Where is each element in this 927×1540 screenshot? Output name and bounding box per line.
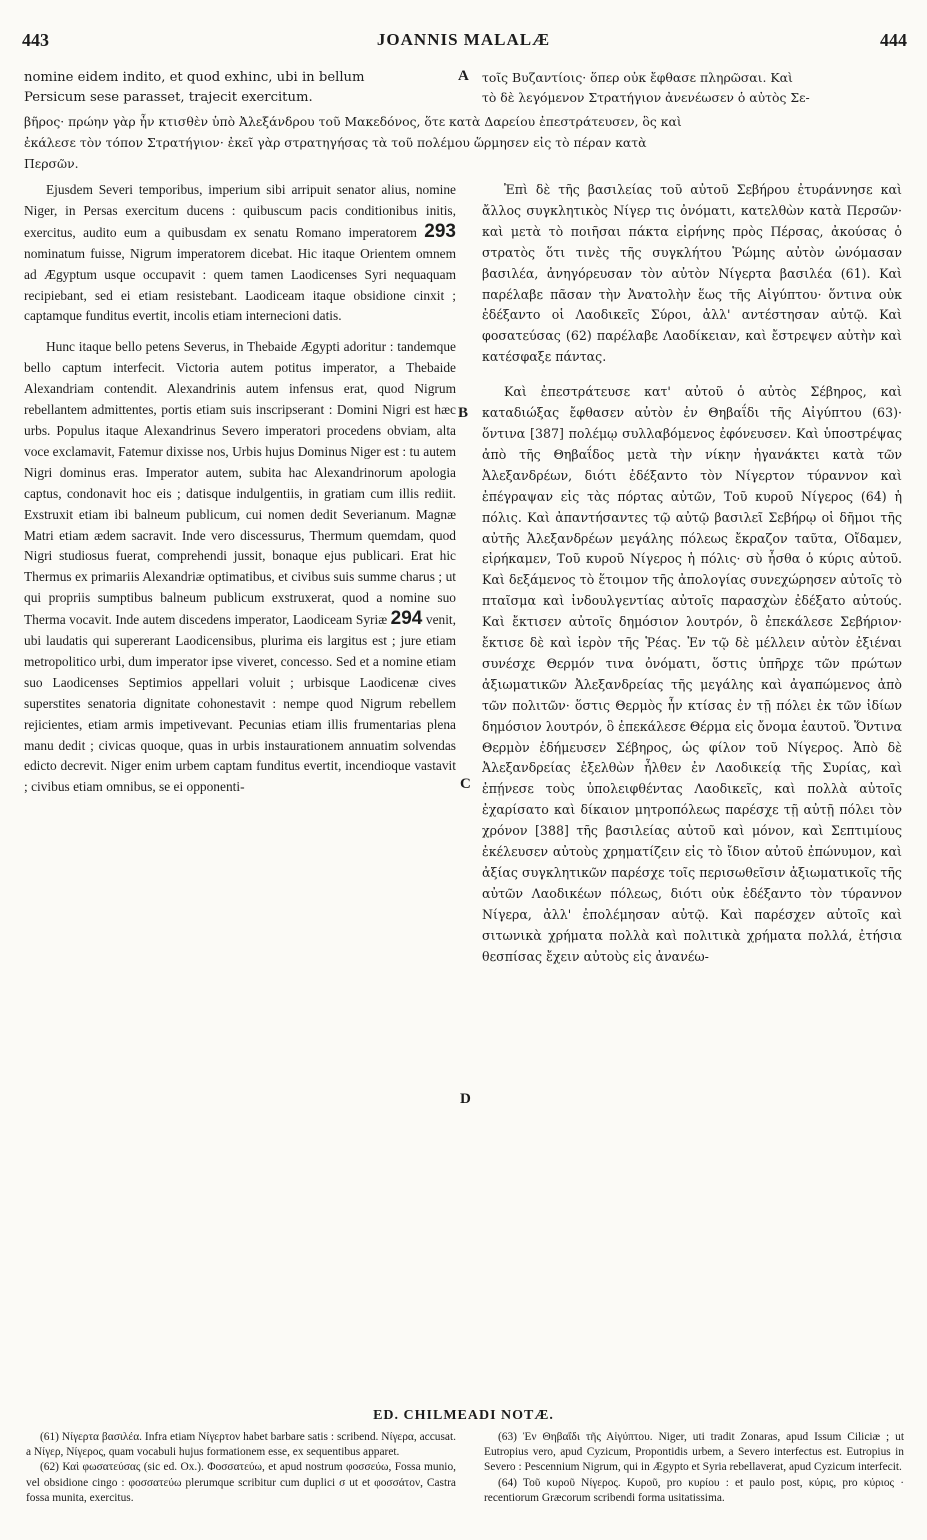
- note-64: (64) Τοῦ κυροῦ Νίγερος. Κυροῦ, pro κυρίου : et paulo post, κύρις, pro κύριος · recentiorum Græcorum scribendi forma usitatissima.: [484, 1476, 904, 1504]
- greek-top-line-2: τὸ δὲ λεγόμενον Στρατήγιον ἀνενέωσεν ὁ αὐτὸς Σε-: [482, 90, 810, 105]
- page-number-right: 444: [880, 30, 907, 50]
- latin-paragraph-2: Hunc itaque bello petens Severus, in Thebaide Ægypti adoritur : tandemque bello captum interfecit. Victoria autem potitus imperator, a Thebaide Alexandriam contendit. Alexandrinis autem infensus erat, quod Nigrum rebellantem admittentes, portis etiam suis inscripserant : Domini Nigri est hæc urbs. Populus itaque Alexandrinus Severo imperatori procedens obviam, alta voce exclamavit, Fatemur dixisse nos, Urbis hujus Dominus Niger est : tu autem Nigri dominus eras. Imperator autem, subita hac Alexandrinorum apologia captus, condonavit hoc eis ; datisque indulgentiis, in gratiam cum illis rediit. Exstruxit etiam ibi balneum publicum, cui nomen dedit Severianum. Magnæ Matri etiam ædem sacravit. Inde vero discessurus, Thermum quemdam, quod Nigri studiosus fuerat, comprehendi jussit, bonaque ejus publicari. Erat hic Thermus ex primariis Alexandriæ optimatibus, et civibus suis summe charus ; ut qui propriis sumptibus balneum publicum exstruxerat, quod a nomine suo Therma vocavit. Inde autem discedens imperator, Laodiceam Syriæ 294 venit, ubi laudatis qui supererant Laodicensibus, plurima eis largitus est ; jure etiam metropolitico urbi, dum imperator ipse viveret, concesso. Sed et a nomine etiam suo Laodicenses Septimios appellari voluit ; urbisque Laodicenæ cives superstites senatoria dignitate cohonestavit : nempe quod Nigrum rebellem rejicientes, etiam armis impetivevant. Pecunias etiam illis frumentarias plena manu dedit ; civicas quoque, quas in urbis instaurationem annuatim solvendas edicto decrevit. Niger enim urbem captam funditus evertit, incendioque vastavit ; civibus etiam omnibus, se ei opponenti-: [24, 339, 456, 795]
- latin-top-line-2: Persicum sese parasset, trajecit exercitum.: [24, 90, 313, 105]
- greek-paragraph-1: Ἐπὶ δὲ τῆς βασιλείας τοῦ αὐτοῦ Σεβήρου ἐτυράννησε καὶ ἄλλος συγκλητικὸς Νίγερ τις ὀνόματι, κατελθὼν κατὰ Περσῶν· καὶ μετὰ τὸ ποιῆσαι πάκτα εἰρήνης πρὸς Πέρσας, ἀκούσας ὁ στρατὸς ὅτι τινὲς τῆς συγκλήτου Ῥώμης αὐτὸν ὠνόμασαν βασιλέα, ἀνηγόρευσαν τὸν αὐτὸν Νίγερτα βασιλέα (61). Καὶ παρέλαβε πᾶσαν τὴν Ἀνατολὴν ἕως τῆς Αἰγύπτου· ὅντινα οὐκ ἐδέξαντο οἱ Λαοδικεῖς Σύροι, ἀλλ' αντέστησαν αὐτῷ. Καὶ φοσατεύσας (62) παρέλαβε Λαοδίκειαν, καὶ ἔστρεψεν αὐτὴν καὶ κατέσφαξε πάντας.: [482, 182, 902, 365]
- note-63: (63) Ἐν Θηβαΐδι τῆς Αἰγύπτου. Niger, uti tradit Zonaras, apud Issum Ciliciæ ; ut Eutropius vero, apud Cyzicum, Propontidis urbem, a Severo interfectus est. Eutropius in Severo : Pescennium Nigrum, qui in Ægypto et Syria rebellaverat, apud Cyzicum interfecit.: [484, 1431, 904, 1474]
- greek-top-line-3: βῆρος· πρώην γὰρ ἦν κτισθὲν ὑπὸ Ἀλεξάνδρου τοῦ Μακεδόνος, ὅτε κατὰ Δαρείου ἐπεστράτευσεν, ὃς καὶ: [24, 114, 682, 129]
- latin-column: [24, 180, 456, 798]
- notes-left-column: [26, 1430, 456, 1506]
- notes-title: ED. CHILMEADI NOTÆ.: [373, 1408, 554, 1423]
- greek-top-line-1: τοῖς Βυζαντίοις· ὅπερ οὐκ ἔφθασε πληρῶσαι. Καὶ: [482, 70, 793, 85]
- latin-paragraph-1: Ejusdem Severi temporibus, imperium sibi arripuit senator alius, nomine Niger, in Persas exercitum ducens : quibuscum pacis conditionibus initis, exercitus, audito eum a quibusdam ex senatu Romano imperatorem 293 nominatum fuisse, Nigrum imperatorem dicebat. Hic itaque Orientem omnem ad Ægyptum usque occupavit : quem tamen Laodicenses Syri nequaquam recipiebant, sed ei etiam resistebant. Laodiceam itaque obsidione cinxit ; captamque funditus evertit, incolis etiam internecioni datis.: [24, 182, 456, 324]
- note-62: (62) Καὶ φωσατεύσας (sic ed. Ox.). Φοσσατεύω, et apud nostrum φοσσεύω, Fossa munio, vel obsidione cingo : φοσσατεύω plerumque scribitur cum duplici σ ut et φοσσάτον, Castra fossa munita, exercitus.: [26, 1461, 456, 1504]
- greek-top-line-4: ἐκάλεσε τὸν τόπον Στρατήγιον· ἐκεῖ γὰρ στρατηγήσας τὰ τοῦ πολέμου ὥρμησεν εἰς τὸ πέραν κατὰ: [24, 135, 647, 150]
- margin-letter-a: A: [458, 68, 469, 84]
- notes-right-column: [484, 1430, 904, 1506]
- greek-paragraph-2: Καὶ ἐπεστράτευσε κατ' αὐτοῦ ὁ αὐτὸς Σέβηρος, καὶ καταδιώξας ἔφθασεν αὐτὸν ἐν Θηβαΐδι τῆς Αἰγύπτου (63)· ὅντινα [387] πολέμῳ συλλαβόμενος ἐφόνευσεν. Καὶ ὑποστρέψας ἀπὸ τῆς Θηβαΐδος μετὰ τὴν νίκην ἠγανάκτει κατὰ τῶν Ἀλεξανδρέων, διότι ἐδέξαντο τὸν Νίγερτον τύραννον καὶ ἐπέγραψαν εἰς τὰς πόρτας αὐτῶν, Τοῦ κυροῦ Νίγερος (64) ἡ πόλις. Καὶ ἀπαντήσαντες τῷ αὐτῷ βασιλεῖ Σεβήρῳ οἱ δῆμοι τῆς αὐτῆς Ἀλεξανδρέων μεγάλης πόλεως ἔκραζον ταῦτα, Οἴδαμεν, εἰρήκαμεν, Τοῦ κυροῦ Νίγερος ἡ πόλις· σὺ ἦσθα ὁ κύρις αὐτοῦ. Καὶ δεξάμενος τὸ ἕτοιμον τῆς ἀπολογίας συνεχώρησεν αὐτοῖς τὸ πταῖσμα καὶ ἰνδουλγεντίας αὐτοῖς παρασχὼν ἐδέξατο αὐτούς. Καὶ ἔκτισεν αὐτοῖς δημόσιον λουτρόν, ὃ ἐπεκάλεσε Σεβήριον· ἔκτισε δὲ καὶ ἱερὸν τῆς Ῥέας. Ἐν τῷ δὲ μέλλειν αὐτὸν ἐξιέναι συνέσχε Θερμόν τινα ὀνόματι, ὅστις ὑπῆρχε τῶν πρώτων ἀξιωματικῶν Ἀλεξανδρείας τῆς μεγάλης καὶ ἀγαπώμενος ἀπὸ τῶν πολιτῶν· ὅστις Θερμὸς ἦν κτίσας ἐν τῇ πόλει ἐκ τῶν ἰδίων δημόσιον λουτρόν, ὃ ἐπεκάλεσε Θέρμα εἰς ὄνομα ἑαυτοῦ. Ὅντινα Θερμὸν ἐδήμευσεν Σέβηρος, ὡς φίλον τοῦ Νίγερος. Ἀπὸ δὲ Ἀλεξανδρείας ἐξελθὼν ἦλθεν ἐν Λαοδικείᾳ τῆς Συρίας, καὶ ἐπῄνεσε τοὺς ὑπολειφθέντας Λαοδικεῖς, καὶ πολλὰ αὐτοῖς ἐχαρίσατο καὶ δίκαιον μητροπόλεως παρέσχε τῇ αὐτῇ πόλει τὸν χρόνον [388] τῆς βασιλείας αὐτοῦ καὶ μόνον, καὶ Σεπτιμίους ἐκέλευσεν αὐτοὺς χρηματίζειν εἰς τὸ ἴδιον αὐτοῦ ἐπώνυμον, καὶ ἀξίας συγκλητικῶν παρέσχε τοῖς περισωθεῖσιν ἀξιωματικοῖς τῆς αὐτῶν Λαοδικέων πόλεως, διότι οὐκ ἐδέξαντο τὸν τύραννον Νίγερα, ἀλλ' ἐπολέμησαν αὐτῷ. Καὶ παρέσχεν αὐτοῖς καὶ σιτωνικὰ χρήματα πολλὰ καὶ πολιτικὰ χρήματα πολλά, ἐτήσια θεσπίσας ἔχειν αὐτοὺς εἰς ἀνανέω-: [482, 384, 902, 964]
- marginal-number-293: 293: [424, 220, 456, 242]
- margin-letter-d: D: [460, 1091, 471, 1107]
- margin-letter-c: C: [460, 776, 471, 792]
- greek-top-line-5: Περσῶν.: [24, 156, 79, 171]
- running-title: JOANNIS MALALÆ: [376, 30, 551, 49]
- page-number-left: 443: [22, 30, 49, 50]
- page-header: [0, 30, 927, 60]
- greek-column: [482, 180, 902, 968]
- marginal-number-294: 294: [390, 608, 423, 630]
- margin-letter-b: B: [458, 405, 469, 421]
- latin-top-line-1: nomine eidem indito, et quod exhinc, ubi in bellum: [24, 70, 365, 85]
- note-61: (61) Νίγερτα βασιλέα. Infra etiam Νίγερτον habet barbare satis : scribend. Νίγερα, accusat. a Νίγερ, Νίγερος, quam vocabuli hujus formationem esse, ex sequentibus apparet.: [26, 1431, 456, 1459]
